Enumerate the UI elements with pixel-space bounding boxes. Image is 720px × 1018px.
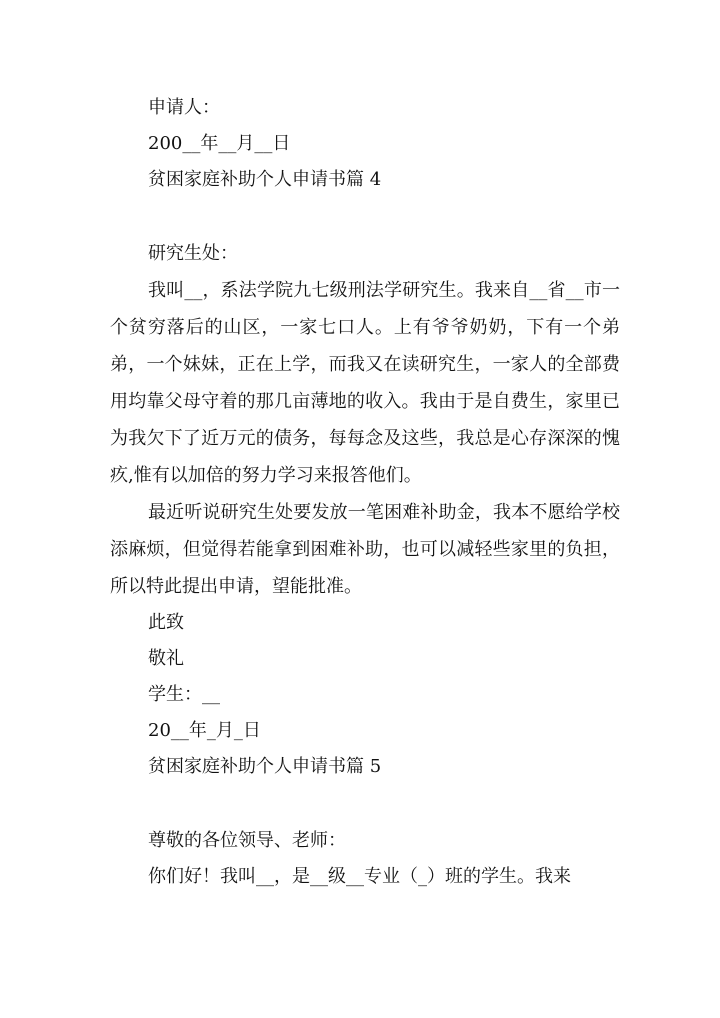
signature-date: 20__年_月_日 bbox=[148, 720, 261, 741]
body-paragraph-2: 最近听说研究生处要发放一笔困难补助金，我本不愿给学校添麻烦，但觉得若能拿到困难补助，也可以减轻些家里的负担，所以特此提出申请，望能批准。 bbox=[110, 502, 620, 597]
section-title-5: 贫困家庭补助个人申请书篇 5 bbox=[148, 756, 382, 777]
blank-line bbox=[110, 785, 620, 823]
body-paragraph-1: 我叫__，系法学院九七级刑法学研究生。我来自__省__市一个贫穷落后的山区，一家七口人。上有爷爷奶奶，下有一个弟弟，一个妹妹，正在上学，而我又在读研究生，一家人的全部费用均靠父母守着的那几亩薄地的收入。我由于是自费生，家里已为我欠下了近万元的债务，每每念及这些，我总是心存深深的愧疚,惟有以加倍的努力学习来报答他们。 bbox=[110, 280, 620, 486]
closing-line-1: 此致 bbox=[148, 612, 184, 633]
application-date: 200__年__月__日 bbox=[148, 133, 291, 154]
applicant-label: 申请人： bbox=[148, 97, 220, 118]
salutation-5: 尊敬的各位领导、老师： bbox=[148, 830, 346, 851]
section-title-4: 贫困家庭补助个人申请书篇 4 bbox=[148, 169, 382, 190]
signature-line: 学生：__ bbox=[148, 684, 220, 705]
blank-line bbox=[110, 198, 620, 236]
body-paragraph-3-start: 你们好！我叫__，是__级__专业（_）班的学生。我来 bbox=[148, 866, 571, 887]
document-page bbox=[110, 90, 620, 895]
salutation-4: 研究生处： bbox=[148, 243, 238, 264]
closing-line-2: 敬礼 bbox=[148, 648, 184, 669]
